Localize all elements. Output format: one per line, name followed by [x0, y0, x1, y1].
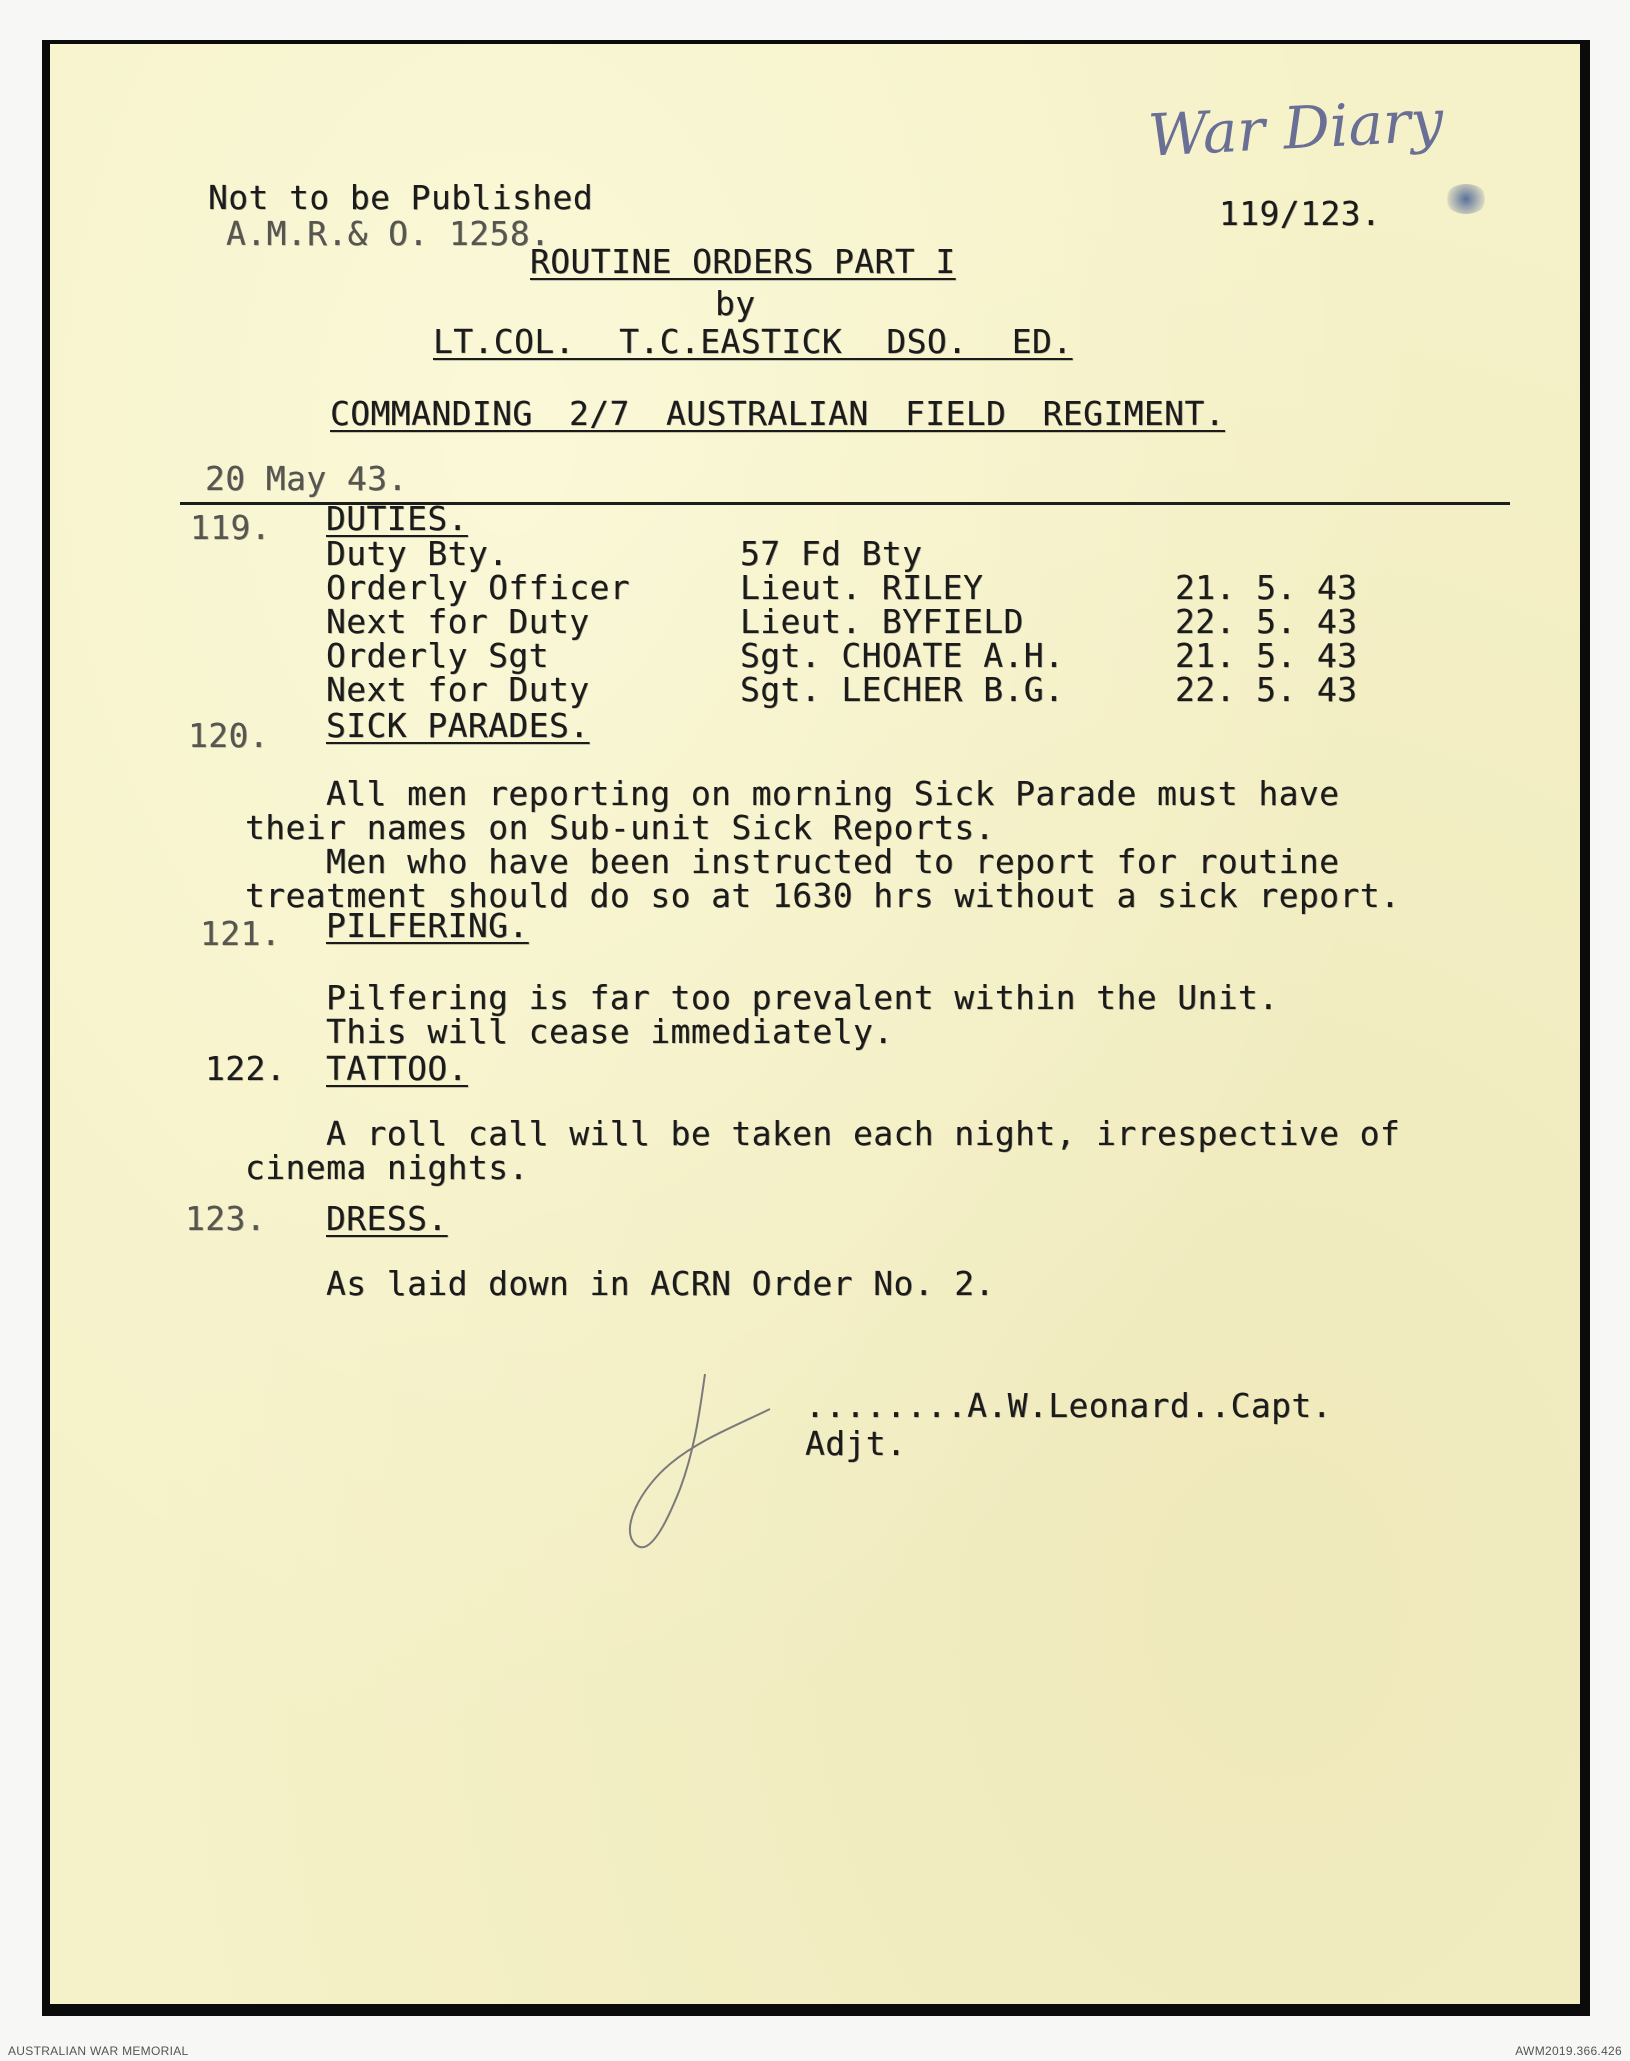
command-line: COMMANDING 2/7 AUSTRALIAN FIELD REGIMENT. — [330, 394, 1225, 433]
order-range: 119/123. — [1219, 194, 1382, 233]
document-page — [50, 44, 1580, 2004]
duty-date: 21. 5. 43 — [1175, 636, 1358, 675]
order-body-line: treatment should do so at 1630 hrs without a sick report. — [245, 876, 1401, 915]
order-number: 119. — [190, 508, 272, 547]
footer-left: AUSTRALIAN WAR MEMORIAL — [8, 2044, 189, 2058]
restriction-notice: Not to be Published — [208, 178, 594, 217]
signatory-title: Adjt. — [805, 1424, 907, 1463]
order-body-line: their names on Sub-unit Sick Reports. — [245, 808, 995, 847]
duty-role: Next for Duty — [326, 670, 590, 709]
order-body-line: All men reporting on morning Sick Parade must have — [326, 774, 1340, 813]
ink-blot-icon — [1445, 184, 1487, 214]
order-heading: PILFERING. — [326, 906, 529, 945]
order-date: 20 May 43. — [205, 459, 408, 498]
footer-right: AWM2019.366.426 — [1515, 2044, 1622, 2058]
order-heading: DUTIES. — [326, 499, 468, 538]
duty-assignee: Lieut. RILEY — [740, 568, 984, 607]
order-body-line: As laid down in ACRN Order No. 2. — [326, 1264, 995, 1303]
signature-line: ........A.W.Leonard..Capt. — [805, 1386, 1332, 1425]
duty-assignee: Sgt. CHOATE A.H. — [740, 636, 1065, 675]
duty-assignee: Lieut. BYFIELD — [740, 602, 1024, 641]
order-heading: SICK PARADES. — [326, 706, 590, 745]
order-heading: TATTOO. — [326, 1049, 468, 1088]
duty-date: 22. 5. 43 — [1175, 602, 1358, 641]
pencil-mark-icon — [610, 1369, 780, 1569]
duty-role: Next for Duty — [326, 602, 590, 641]
duty-assignee: 57 Fd Bty — [740, 534, 923, 573]
duty-role: Orderly Officer — [326, 568, 631, 607]
order-body-line: cinema nights. — [245, 1148, 529, 1187]
order-body-line: Men who have been instructed to report for routine — [326, 842, 1340, 881]
order-body-line: Pilfering is far too prevalent within the Unit. — [326, 978, 1279, 1017]
order-number: 122. — [205, 1049, 287, 1088]
order-heading: DRESS. — [326, 1199, 448, 1238]
duty-assignee: Sgt. LECHER B.G. — [740, 670, 1065, 709]
duty-date: 21. 5. 43 — [1175, 568, 1358, 607]
commanding-officer: LT.COL. T.C.EASTICK DSO. ED. — [433, 322, 1073, 361]
duty-role: Duty Bty. — [326, 534, 509, 573]
duty-role: Orderly Sgt — [326, 636, 549, 675]
order-number: 120. — [188, 716, 270, 755]
amr-reference: A.M.R.& O. 1258. — [226, 214, 551, 253]
by-line: by — [715, 284, 756, 323]
order-body-line: This will cease immediately. — [326, 1012, 894, 1051]
duty-date: 22. 5. 43 — [1175, 670, 1358, 709]
order-body-line: A roll call will be taken each night, irrespective of — [326, 1114, 1401, 1153]
order-number: 123. — [185, 1199, 267, 1238]
document-title: ROUTINE ORDERS PART I — [530, 242, 956, 281]
war-diary-annotation: War Diary — [1146, 86, 1446, 170]
order-number: 121. — [200, 914, 282, 953]
